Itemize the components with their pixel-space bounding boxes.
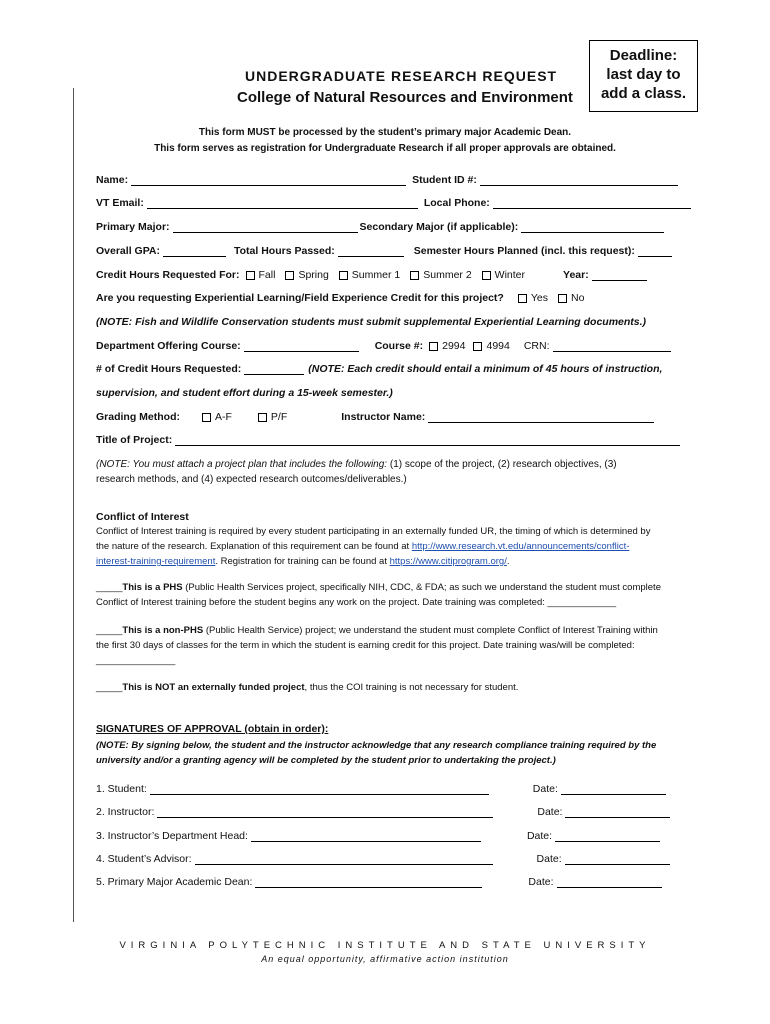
local-phone-label: Local Phone: [423,197,490,209]
project-title-label: Title of Project: [96,434,173,446]
date-label: Date: [537,806,563,818]
deadline-line-1: Deadline: [609,47,678,64]
semester-hours-label: Semester Hours Planned (incl. this request): [413,245,635,257]
coi-text-2: the nature of the research. Explanation of this requirement can be found at [96,541,412,552]
coi-period: . [506,556,510,567]
project-plan-note [96,457,716,487]
dept-course-field[interactable] [244,341,359,352]
email-row [96,197,691,209]
grade-pf-checkbox[interactable] [258,413,267,422]
credit-requested-field[interactable] [244,364,304,375]
hours-passed-field[interactable] [338,246,404,257]
course-row [96,340,671,352]
grade-pf-label: P/F [270,411,288,423]
date-line[interactable] [565,854,670,865]
nonphs-blank[interactable]: _____ [96,625,123,636]
coi-heading: Conflict of Interest [96,511,189,523]
signature-label: 3. Instructor’s Department Head: [96,830,248,842]
course-2994-checkbox[interactable] [429,342,438,351]
signatures-note-1: (NOTE: By signing below, the student and the instructor acknowledge that any research compliance training required by the [96,740,657,751]
course-2994-label: 2994 [442,340,466,352]
fall-checkbox[interactable] [246,271,255,280]
fall-label: Fall [258,269,276,281]
spring-checkbox[interactable] [285,271,294,280]
signature-line[interactable] [150,784,489,795]
course-4994-label: 4994 [486,340,510,352]
vt-email-field[interactable] [147,198,418,209]
term-row [96,269,647,281]
experiential-row [96,292,594,304]
project-title-field[interactable] [175,435,680,446]
crn-field[interactable] [553,341,671,352]
left-margin-rule [73,88,74,922]
signature-line[interactable] [157,807,493,818]
signature-row-dept-head [96,830,691,842]
name-field[interactable] [131,175,406,186]
university-name: VIRGINIA POLYTECHNIC INSTITUTE AND STATE UNIVERSITY [119,940,651,951]
signatures-note [96,738,716,768]
signature-label: 2. Instructor: [96,806,155,818]
date-line[interactable] [557,877,662,888]
gpa-row [96,245,672,257]
credit-note-line-2: supervision, and student effort during a 15-week semester.) [96,387,393,399]
winter-label: Winter [494,269,526,281]
year-field[interactable] [592,270,647,281]
summer1-label: Summer 1 [351,269,401,281]
phs-bold: This is a PHS [122,582,183,593]
date-line[interactable] [561,784,666,795]
date-line[interactable] [565,807,670,818]
not-funded-rest: , thus the COI training is not necessary for student. [304,682,519,693]
grading-label: Grading Method: [96,411,180,423]
instructor-name-field[interactable] [428,412,654,423]
signature-row-student [96,783,691,795]
date-line[interactable] [555,831,660,842]
nonphs-line-2: the first 30 days of classes for the term in which the student is earning credit for this project. Date training was/will be completed: [96,640,635,651]
summer2-label: Summer 2 [423,269,472,281]
deadline-box [589,40,698,112]
project-title-row [96,434,680,446]
winter-checkbox[interactable] [482,271,491,280]
gpa-field[interactable] [163,246,226,257]
secondary-major-field[interactable] [521,222,664,233]
signatures-heading: SIGNATURES OF APPROVAL (obtain in order): [96,723,329,735]
intro-line-1: This form MUST be processed by the student’s primary major Academic Dean. [198,127,572,138]
local-phone-field[interactable] [493,198,691,209]
not-funded-blank[interactable]: _____ [96,682,123,693]
signature-line[interactable] [251,831,481,842]
signature-label: 5. Primary Major Academic Dean: [96,876,253,888]
citi-program-link[interactable]: https://www.citiprogram.org/ [389,556,507,567]
signature-row-instructor [96,806,691,818]
dept-course-label: Department Offering Course: [96,340,241,352]
plan-note-rest: (1) scope of the project, (2) research objectives, (3) [387,459,617,470]
date-label: Date: [536,853,562,865]
phs-line-2: Conflict of Interest training before the student begins any work on the project. Date training was completed: _____________ [96,597,617,608]
signature-line[interactable] [195,854,493,865]
student-id-label: Student ID #: [412,174,477,186]
crn-label: CRN: [523,340,550,352]
signature-row-dean [96,876,691,888]
signature-line[interactable] [255,877,482,888]
hours-passed-label: Total Hours Passed: [234,245,335,257]
equal-opportunity-tagline: An equal opportunity, affirmative action institution [261,954,509,964]
major-row [96,221,664,233]
grade-af-label: A-F [215,411,232,423]
phs-rest: (Public Health Services project, specifically NIH, CDC, & FDA; as such we understand the student must complete [182,582,661,593]
summer1-checkbox[interactable] [339,271,348,280]
deadline-line-3: add a class. [600,85,687,102]
credit-note-line-1: (NOTE: Each credit should entail a minimum of 45 hours of instruction, [308,363,663,375]
plan-note-line-2: research methods, and (4) expected research outcomes/deliverables.) [96,474,407,485]
fish-note: (NOTE: Fish and Wildlife Conservation students must submit supplemental Experiential Learning documents.) [96,316,647,328]
name-row [96,174,678,186]
vt-email-label: VT Email: [96,197,144,209]
experiential-question: Are you requesting Experiential Learning/Field Experience Credit for this project? [96,292,504,304]
credit-requested-row [96,363,662,375]
name-label: Name: [96,174,129,186]
experiential-no-checkbox[interactable] [558,294,567,303]
date-label: Date: [528,876,554,888]
experiential-yes-checkbox[interactable] [518,294,527,303]
intro-line-2: This form serves as registration for Undergraduate Research if all proper approvals are obtained. [154,143,616,154]
date-label: Date: [526,830,553,842]
semester-hours-field[interactable] [638,246,672,257]
gpa-label: Overall GPA: [96,245,160,257]
nonphs-option [96,623,716,668]
not-funded-option [96,680,716,695]
signature-label: 1. Student: [96,783,147,795]
deadline-line-2: last day to [606,66,681,83]
grading-row [96,411,654,423]
coi-requirement-link[interactable]: http://www.research.vt.edu/announcements/conflict- [411,541,630,552]
student-id-field[interactable] [480,175,678,186]
coi-text-3: . Registration for training can be found at [215,556,390,567]
signature-label: 4. Student’s Advisor: [96,853,192,865]
nonphs-bold: This is a non-PHS [122,625,204,636]
summer2-checkbox[interactable] [410,271,419,280]
course-4994-checkbox[interactable] [473,342,482,351]
plan-note-italic: (NOTE: You must attach a project plan that includes the following: [96,459,388,470]
credit-requested-label: # of Credit Hours Requested: [96,363,242,375]
instructor-name-label: Instructor Name: [341,411,426,423]
year-label: Year: [563,269,589,281]
nonphs-date-blank[interactable]: _______________ [96,655,176,666]
secondary-major-label: Secondary Major (if applicable): [359,221,519,233]
spring-label: Spring [298,269,329,281]
yes-label: Yes [530,292,548,304]
signatures-note-2: university and/or a granting agency will be completed by the student prior to undertaking the project.) [96,755,556,766]
primary-major-field[interactable] [173,222,358,233]
date-label: Date: [532,783,558,795]
no-label: No [570,292,585,304]
college-name: College of Natural Resources and Environment [237,89,573,106]
form-title: UNDERGRADUATE RESEARCH REQUEST [245,68,558,84]
phs-blank[interactable]: _____ [96,582,123,593]
credit-hours-for-label: Credit Hours Requested For: [96,269,240,281]
coi-paragraph [96,524,721,569]
coi-requirement-link-cont[interactable]: interest-training-requirement [96,556,216,567]
not-funded-bold: This is NOT an externally funded project [122,682,305,693]
phs-option [96,580,716,610]
coi-text-1: Conflict of Interest training is required by every student participating in an externally funded UR, the timing of which is determined by [96,526,651,537]
grade-af-checkbox[interactable] [202,413,211,422]
course-number-label: Course #: [374,340,424,352]
nonphs-rest: (Public Health Service) project; we understand the student must complete Conflict of Interest Training within [203,625,658,636]
signature-row-advisor [96,853,691,865]
primary-major-label: Primary Major: [96,221,170,233]
